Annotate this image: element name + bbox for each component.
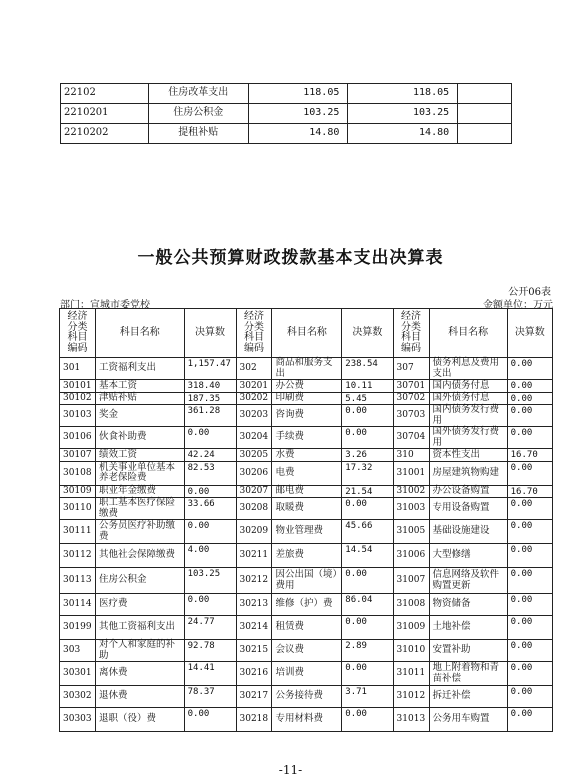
table-row bbox=[60, 405, 553, 427]
item-amount: 0.00 bbox=[342, 427, 393, 449]
item-code: 30206 bbox=[236, 461, 272, 485]
item-amount: 16.70 bbox=[507, 449, 552, 462]
item-name: 离休费 bbox=[95, 662, 184, 686]
item-name: 培训费 bbox=[272, 662, 342, 686]
item-code: 30303 bbox=[60, 708, 96, 732]
row-name: 住房改革支出 bbox=[148, 84, 248, 104]
table-row bbox=[60, 594, 553, 616]
item-name: 奖金 bbox=[95, 405, 184, 427]
table-row bbox=[60, 662, 553, 686]
row-value: 103.25 bbox=[348, 104, 458, 124]
item-code: 30205 bbox=[236, 449, 272, 462]
table-row bbox=[60, 485, 553, 498]
item-amount: 238.54 bbox=[342, 358, 393, 380]
item-code: 30103 bbox=[60, 405, 96, 427]
table-row bbox=[60, 427, 553, 449]
item-code: 30215 bbox=[236, 640, 272, 662]
item-amount: 10.11 bbox=[342, 380, 393, 393]
item-amount: 1,157.47 bbox=[184, 358, 236, 380]
table-row bbox=[60, 544, 553, 568]
item-name: 差旅费 bbox=[272, 544, 342, 568]
item-code: 30212 bbox=[236, 568, 272, 594]
item-code: 30110 bbox=[60, 498, 96, 520]
item-code: 30112 bbox=[60, 544, 96, 568]
item-code: 30301 bbox=[60, 662, 96, 686]
item-amount: 0.00 bbox=[507, 686, 552, 708]
item-code: 30217 bbox=[236, 686, 272, 708]
page-title: 一般公共预算财政拨款基本支出决算表 bbox=[137, 248, 444, 268]
row-value: 118.05 bbox=[348, 84, 458, 104]
item-amount: 86.04 bbox=[342, 594, 393, 616]
item-name: 退休费 bbox=[95, 686, 184, 708]
item-amount: 187.35 bbox=[184, 392, 236, 405]
page-number: -11- bbox=[278, 763, 303, 777]
item-code: 30107 bbox=[60, 449, 96, 462]
row-value: 118.05 bbox=[248, 84, 348, 104]
item-name: 物资储备 bbox=[429, 594, 507, 616]
item-code: 31008 bbox=[393, 594, 429, 616]
table-row bbox=[60, 708, 553, 732]
item-name: 基本工资 bbox=[95, 380, 184, 393]
empty-cell bbox=[458, 84, 512, 104]
header-row bbox=[60, 309, 553, 358]
item-code: 31010 bbox=[393, 640, 429, 662]
item-name: 职工基本医疗保险缴费 bbox=[95, 498, 184, 520]
item-name: 专用材料费 bbox=[272, 708, 342, 732]
item-name: 公务用车购置 bbox=[429, 708, 507, 732]
item-amount: 92.78 bbox=[184, 640, 236, 662]
item-code: 30216 bbox=[236, 662, 272, 686]
item-amount: 45.66 bbox=[342, 520, 393, 544]
item-name: 津贴补贴 bbox=[95, 392, 184, 405]
item-amount: 0.00 bbox=[507, 594, 552, 616]
item-name: 医疗费 bbox=[95, 594, 184, 616]
item-code: 30113 bbox=[60, 568, 96, 594]
item-code: 30214 bbox=[236, 616, 272, 640]
item-amount: 33.66 bbox=[184, 498, 236, 520]
item-code: 30204 bbox=[236, 427, 272, 449]
item-name: 手续费 bbox=[272, 427, 342, 449]
item-code: 30703 bbox=[393, 405, 429, 427]
table-row bbox=[60, 520, 553, 544]
item-code: 31006 bbox=[393, 544, 429, 568]
item-name: 其他社会保障缴费 bbox=[95, 544, 184, 568]
item-name: 信息网络及软件购置更新 bbox=[429, 568, 507, 594]
item-code: 31011 bbox=[393, 662, 429, 686]
item-code: 30201 bbox=[236, 380, 272, 393]
item-code: 30207 bbox=[236, 485, 272, 498]
item-amount: 0.00 bbox=[342, 568, 393, 594]
header-name: 科目名称 bbox=[272, 309, 342, 358]
item-code: 30203 bbox=[236, 405, 272, 427]
item-amount: 3.71 bbox=[342, 686, 393, 708]
item-amount: 0.00 bbox=[184, 427, 236, 449]
item-name: 拆迁补偿 bbox=[429, 686, 507, 708]
item-code: 307 bbox=[393, 358, 429, 380]
item-amount: 0.00 bbox=[342, 616, 393, 640]
item-name: 公务接待费 bbox=[272, 686, 342, 708]
item-name: 大型修缮 bbox=[429, 544, 507, 568]
table-row bbox=[60, 449, 553, 462]
table-row bbox=[60, 358, 553, 380]
table-row bbox=[60, 498, 553, 520]
item-name: 邮电费 bbox=[272, 485, 342, 498]
item-amount: 103.25 bbox=[184, 568, 236, 594]
item-name: 退职（役）费 bbox=[95, 708, 184, 732]
item-name: 职业年金缴费 bbox=[95, 485, 184, 498]
row-name: 住房公积金 bbox=[148, 104, 248, 124]
item-amount: 0.00 bbox=[507, 498, 552, 520]
header-name: 科目名称 bbox=[429, 309, 507, 358]
item-code: 30109 bbox=[60, 485, 96, 498]
item-amount: 82.53 bbox=[184, 461, 236, 485]
row-code: 22102 bbox=[61, 84, 149, 104]
item-amount: 0.00 bbox=[507, 380, 552, 393]
top-table-row bbox=[61, 124, 512, 144]
item-name: 对个人和家庭的补助 bbox=[95, 640, 184, 662]
item-name: 商品和服务支出 bbox=[272, 358, 342, 380]
item-code: 30702 bbox=[393, 392, 429, 405]
top-table-row bbox=[61, 104, 512, 124]
item-amount: 3.26 bbox=[342, 449, 393, 462]
item-name: 伙食补助费 bbox=[95, 427, 184, 449]
unit-label: 金额单位：万元 bbox=[483, 300, 553, 311]
top-table bbox=[60, 83, 512, 144]
item-amount: 0.00 bbox=[342, 662, 393, 686]
empty-cell bbox=[458, 124, 512, 144]
item-amount: 0.00 bbox=[507, 616, 552, 640]
item-code: 30704 bbox=[393, 427, 429, 449]
item-code: 31013 bbox=[393, 708, 429, 732]
item-name: 资本性支出 bbox=[429, 449, 507, 462]
item-name: 土地补偿 bbox=[429, 616, 507, 640]
item-code: 31001 bbox=[393, 461, 429, 485]
header-name: 科目名称 bbox=[95, 309, 184, 358]
table-row bbox=[60, 616, 553, 640]
item-code: 30302 bbox=[60, 686, 96, 708]
header-code: 经济分类科目编码 bbox=[236, 309, 272, 358]
item-code: 31003 bbox=[393, 498, 429, 520]
item-amount: 21.54 bbox=[342, 485, 393, 498]
empty-cell bbox=[458, 104, 512, 124]
item-name: 公务员医疗补助缴费 bbox=[95, 520, 184, 544]
item-name: 物业管理费 bbox=[272, 520, 342, 544]
item-name: 取暖费 bbox=[272, 498, 342, 520]
item-name: 因公出国（境）费用 bbox=[272, 568, 342, 594]
item-amount: 0.00 bbox=[507, 662, 552, 686]
item-name: 国内债务发行费用 bbox=[429, 405, 507, 427]
item-name: 办公设备购置 bbox=[429, 485, 507, 498]
item-code: 31005 bbox=[393, 520, 429, 544]
table-row bbox=[60, 380, 553, 393]
item-code: 30209 bbox=[236, 520, 272, 544]
item-name: 办公费 bbox=[272, 380, 342, 393]
item-amount: 0.00 bbox=[507, 392, 552, 405]
item-amount: 78.37 bbox=[184, 686, 236, 708]
item-code: 30199 bbox=[60, 616, 96, 640]
department-label: 部门：宣城市委党校 bbox=[60, 300, 150, 311]
item-code: 30101 bbox=[60, 380, 96, 393]
item-amount: 0.00 bbox=[507, 708, 552, 732]
item-name: 房屋建筑物购建 bbox=[429, 461, 507, 485]
item-amount: 0.00 bbox=[507, 427, 552, 449]
item-name: 绩效工资 bbox=[95, 449, 184, 462]
item-amount: 0.00 bbox=[507, 405, 552, 427]
item-name: 安置补助 bbox=[429, 640, 507, 662]
item-name: 租赁费 bbox=[272, 616, 342, 640]
item-code: 30211 bbox=[236, 544, 272, 568]
item-amount: 0.00 bbox=[507, 358, 552, 380]
item-amount: 318.40 bbox=[184, 380, 236, 393]
item-name: 会议费 bbox=[272, 640, 342, 662]
table-row bbox=[60, 392, 553, 405]
item-code: 30218 bbox=[236, 708, 272, 732]
item-code: 30108 bbox=[60, 461, 96, 485]
item-name: 国内债务付息 bbox=[429, 380, 507, 393]
item-name: 专用设备购置 bbox=[429, 498, 507, 520]
item-code: 30202 bbox=[236, 392, 272, 405]
item-amount: 0.00 bbox=[507, 640, 552, 662]
item-amount: 5.45 bbox=[342, 392, 393, 405]
item-code: 30208 bbox=[236, 498, 272, 520]
item-amount: 42.24 bbox=[184, 449, 236, 462]
item-code: 303 bbox=[60, 640, 96, 662]
item-code: 30114 bbox=[60, 594, 96, 616]
item-amount: 4.00 bbox=[184, 544, 236, 568]
item-name: 债务利息及费用支出 bbox=[429, 358, 507, 380]
item-amount: 24.77 bbox=[184, 616, 236, 640]
item-code: 30213 bbox=[236, 594, 272, 616]
item-name: 电费 bbox=[272, 461, 342, 485]
item-amount: 0.00 bbox=[342, 498, 393, 520]
item-name: 机关事业单位基本养老保险费 bbox=[95, 461, 184, 485]
item-code: 30106 bbox=[60, 427, 96, 449]
table-row bbox=[60, 640, 553, 662]
item-name: 维修（护）费 bbox=[272, 594, 342, 616]
item-name: 印刷费 bbox=[272, 392, 342, 405]
item-code: 30701 bbox=[393, 380, 429, 393]
item-amount: 0.00 bbox=[342, 405, 393, 427]
item-name: 其他工资福利支出 bbox=[95, 616, 184, 640]
item-amount: 0.00 bbox=[184, 594, 236, 616]
item-code: 30111 bbox=[60, 520, 96, 544]
item-code: 31012 bbox=[393, 686, 429, 708]
item-name: 住房公积金 bbox=[95, 568, 184, 594]
item-amount: 17.32 bbox=[342, 461, 393, 485]
form-code: 公开06表 bbox=[508, 287, 551, 298]
row-name: 提租补贴 bbox=[148, 124, 248, 144]
header-code: 经济分类科目编码 bbox=[60, 309, 96, 358]
item-code: 302 bbox=[236, 358, 272, 380]
item-name: 水费 bbox=[272, 449, 342, 462]
row-value: 14.80 bbox=[248, 124, 348, 144]
item-code: 301 bbox=[60, 358, 96, 380]
item-code: 310 bbox=[393, 449, 429, 462]
item-amount: 2.89 bbox=[342, 640, 393, 662]
item-amount: 0.00 bbox=[342, 708, 393, 732]
item-amount: 361.28 bbox=[184, 405, 236, 427]
row-value: 14.80 bbox=[348, 124, 458, 144]
item-amount: 0.00 bbox=[184, 485, 236, 498]
row-value: 103.25 bbox=[248, 104, 348, 124]
item-amount: 0.00 bbox=[184, 520, 236, 544]
item-code: 31009 bbox=[393, 616, 429, 640]
item-amount: 0.00 bbox=[507, 568, 552, 594]
header-code: 经济分类科目编码 bbox=[393, 309, 429, 358]
item-name: 国外债务发行费用 bbox=[429, 427, 507, 449]
item-amount: 0.00 bbox=[507, 461, 552, 485]
item-amount: 0.00 bbox=[507, 520, 552, 544]
table-row bbox=[60, 461, 553, 485]
table-row bbox=[60, 686, 553, 708]
item-amount: 0.00 bbox=[184, 708, 236, 732]
item-name: 基础设施建设 bbox=[429, 520, 507, 544]
header-amount: 决算数 bbox=[342, 309, 393, 358]
row-code: 2210202 bbox=[61, 124, 149, 144]
item-amount: 0.00 bbox=[507, 544, 552, 568]
item-code: 31007 bbox=[393, 568, 429, 594]
item-code: 30102 bbox=[60, 392, 96, 405]
item-name: 地上附着物和青苗补偿 bbox=[429, 662, 507, 686]
item-code: 31002 bbox=[393, 485, 429, 498]
item-name: 工资福利支出 bbox=[95, 358, 184, 380]
top-table-row bbox=[61, 84, 512, 104]
expenditure-table bbox=[59, 308, 553, 732]
item-name: 国外债务付息 bbox=[429, 392, 507, 405]
row-code: 2210201 bbox=[61, 104, 149, 124]
item-amount: 16.70 bbox=[507, 485, 552, 498]
item-name: 咨询费 bbox=[272, 405, 342, 427]
header-amount: 决算数 bbox=[184, 309, 236, 358]
table-row bbox=[60, 568, 553, 594]
header-amount: 决算数 bbox=[507, 309, 552, 358]
item-amount: 14.54 bbox=[342, 544, 393, 568]
item-amount: 14.41 bbox=[184, 662, 236, 686]
